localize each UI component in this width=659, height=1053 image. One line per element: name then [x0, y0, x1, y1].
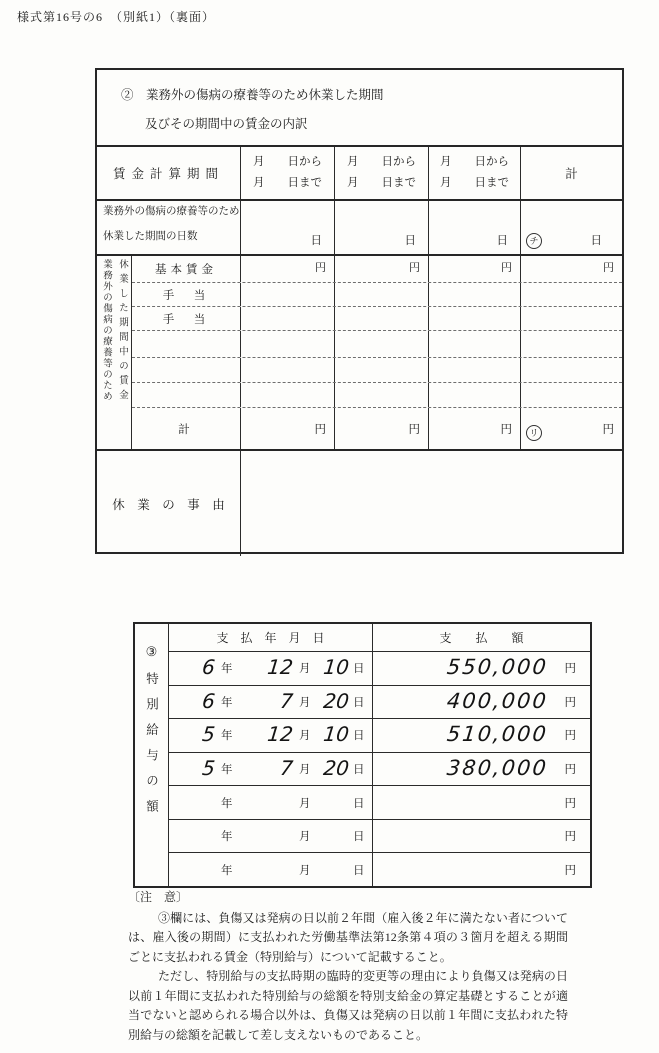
- basic-wage-cell-3: [428, 256, 520, 282]
- payment-date-cell: [169, 753, 372, 786]
- month-unit: 月: [299, 663, 311, 676]
- yen-unit: 円: [315, 262, 326, 274]
- wage-table-header-row: [97, 145, 622, 199]
- allowance2-cell-total: [520, 307, 622, 330]
- period-column-1-header: [240, 147, 334, 199]
- basic-wage-cell-2: [334, 256, 428, 282]
- vertical-label-wages-during-absence: 休業した期間中の賃金: [117, 259, 127, 404]
- notes-paragraph-1: ③欄には、負傷又は発病の日以前２年間（雇入後２年に満たない者については、雇入後の期間）に支払われた労働基準法第12条第４項の３箇月を超える期間ごとに支払われる賃金（特別給与）について記載すること。: [128, 910, 568, 964]
- day-value: 10: [322, 722, 351, 747]
- basic-wage-label: 基本賃金: [155, 264, 217, 276]
- allowance1-cell-2: [334, 283, 428, 306]
- payment-date-cell: [169, 652, 372, 685]
- payment-date-cell: [169, 853, 372, 886]
- day-unit: 日: [404, 235, 416, 247]
- wage-row-blank-3: [132, 383, 622, 408]
- absence-days-row: [97, 199, 622, 254]
- blank2-cell-3: [428, 358, 520, 382]
- year-value: 5: [201, 722, 217, 747]
- payment-amount-cell: [372, 753, 590, 786]
- day-unit: 日: [590, 235, 602, 247]
- payment-amount-cell: [372, 786, 590, 819]
- absence-days-label-line1: 業務外の傷病の療養等のため: [103, 206, 240, 217]
- day-unit: 日: [310, 235, 322, 247]
- wage-row-basic: [132, 256, 622, 283]
- yen-unit: 円: [564, 831, 576, 844]
- blank-label: [132, 331, 240, 357]
- allowance-label: 手 当: [162, 313, 210, 326]
- wage-total-label: 計: [178, 423, 194, 436]
- wage-total-cell-2: [334, 408, 428, 449]
- payment-date-cell: [169, 686, 372, 719]
- amount-value: 510,000: [445, 722, 550, 747]
- month-unit: 月: [299, 696, 311, 709]
- blank-label: [132, 383, 240, 407]
- allowance2-cell-1: [240, 307, 334, 330]
- yen-unit: 円: [602, 423, 614, 436]
- day-value: 20: [322, 756, 351, 781]
- blank2-cell-1: [240, 358, 334, 382]
- month-value: 7: [279, 756, 295, 781]
- days-cell-period2: [334, 201, 428, 254]
- basic-wage-cell-1: [240, 256, 334, 282]
- day-unit: 日: [353, 764, 365, 777]
- wage-row-blank-1: [132, 331, 622, 358]
- yen-unit: 円: [314, 423, 326, 436]
- payment-row-blank: [169, 853, 590, 886]
- notes-section: [128, 888, 568, 1045]
- amount-value: 400,000: [445, 688, 550, 713]
- wage-total-cell-total: [520, 408, 622, 449]
- blank2-cell-total: [520, 358, 622, 382]
- yen-unit: 円: [501, 262, 512, 274]
- days-cell-period3: [428, 201, 520, 254]
- day-value: 10: [322, 655, 351, 680]
- day-value: 20: [322, 688, 351, 713]
- payment-date-cell: [169, 820, 372, 853]
- blank1-cell-1: [240, 331, 334, 357]
- blank3-cell-3: [428, 383, 520, 407]
- year-unit: 年: [221, 696, 233, 709]
- period-column-3-header: [428, 147, 520, 199]
- blank1-cell-total: [520, 331, 622, 357]
- payment-date-cell: [169, 719, 372, 752]
- wage-total-cell-3: [428, 408, 520, 449]
- allowance1-cell-3: [428, 283, 520, 306]
- wage-breakdown-block: [97, 254, 622, 449]
- year-unit: 年: [221, 797, 233, 810]
- yen-unit: 円: [564, 696, 576, 709]
- wage-rows: [132, 256, 622, 449]
- allowance2-cell-2: [334, 307, 428, 330]
- yen-unit: 円: [564, 764, 576, 777]
- yen-unit: 円: [564, 797, 576, 810]
- special-salary-rows: [169, 624, 590, 886]
- payment-amount-header: 支 払 額: [372, 624, 590, 651]
- absence-reason-cell: [240, 451, 622, 556]
- payment-row: [169, 652, 590, 686]
- special-salary-table: [133, 622, 592, 888]
- day-unit: 日: [353, 831, 365, 844]
- payment-amount-cell: [372, 853, 590, 886]
- absence-days-label-line2: 休業した期間の日数: [103, 230, 198, 242]
- yen-unit: 円: [408, 423, 420, 436]
- period3-from: 月 日から: [440, 156, 509, 168]
- payment-date-cell: [169, 786, 372, 819]
- year-value: 6: [201, 655, 217, 680]
- year-unit: 年: [221, 764, 233, 777]
- day-unit: 日: [353, 797, 365, 810]
- section2-title-line1: ② 業務外の傷病の療養等のため休業した期間: [121, 88, 384, 102]
- month-value: 12: [266, 722, 295, 747]
- year-value: 6: [201, 688, 217, 713]
- day-unit: 日: [353, 696, 365, 709]
- payment-row: [169, 719, 590, 753]
- day-unit: 日: [353, 730, 365, 743]
- day-unit: 日: [353, 864, 365, 877]
- month-unit: 月: [299, 730, 311, 743]
- amount-value: 380,000: [445, 756, 550, 781]
- wage-block-vertical-labels: [97, 256, 132, 449]
- period2-to: 月 日まで: [347, 176, 416, 189]
- month-unit: 月: [299, 797, 311, 810]
- yen-unit: 円: [564, 864, 576, 877]
- year-unit: 年: [221, 730, 233, 743]
- yen-unit: 円: [564, 663, 576, 676]
- blank3-cell-1: [240, 383, 334, 407]
- month-value: 12: [266, 655, 295, 680]
- total-column-header: 計: [520, 147, 622, 199]
- day-unit: 日: [353, 663, 365, 676]
- payment-row: [169, 753, 590, 787]
- period1-to: 月 日まで: [253, 176, 322, 189]
- yen-unit: 円: [409, 262, 420, 274]
- section2-title-line2: 及びその期間中の賃金の内訳: [145, 117, 308, 131]
- allowance-label: 手 当: [162, 289, 210, 302]
- form-number-label: 様式第16号の6 （別紙1）（裏面）: [17, 10, 216, 24]
- allowance2-cell-3: [428, 307, 520, 330]
- day-unit: 日: [496, 235, 508, 247]
- period-column-2-header: [334, 147, 428, 199]
- amount-value: 550,000: [445, 655, 550, 680]
- yen-unit: 円: [500, 423, 512, 436]
- special-salary-label-text: 特別給与の額: [144, 672, 159, 825]
- month-unit: 月: [299, 764, 311, 777]
- payment-amount-cell: [372, 820, 590, 853]
- month-unit: 月: [299, 864, 311, 877]
- blank1-cell-3: [428, 331, 520, 357]
- payment-amount-cell: [372, 686, 590, 719]
- wage-period-header: 賃金計算期間: [112, 167, 224, 181]
- special-salary-header-row: [169, 624, 590, 652]
- blank3-cell-2: [334, 383, 428, 407]
- basic-wage-cell-total: [520, 256, 622, 282]
- yen-unit: 円: [603, 262, 614, 274]
- payment-date-header: 支 払 年 月 日: [216, 631, 325, 645]
- section3-number: ③: [145, 644, 158, 659]
- notes-title: 〔注 意〕: [128, 890, 189, 904]
- wage-row-total: [132, 408, 622, 449]
- allowance1-cell-total: [520, 283, 622, 306]
- special-salary-vertical-label: [135, 624, 169, 886]
- payment-row-blank: [169, 820, 590, 854]
- blank-label: [132, 358, 240, 382]
- absence-wage-table: [95, 68, 624, 554]
- year-unit: 年: [221, 831, 233, 844]
- notes-paragraph-2: ただし、特別給与の支払時期の臨時的変更等の理由により負傷又は発病の日以前１年間に支払われた特別給与の総額を特別支給金の算定基礎とすることが適当でないと認められる場合以外は、負傷又は発病の日以前１年間に支払われた特別給与の総額を記載して差し支えないものであること。: [128, 969, 568, 1042]
- blank1-cell-2: [334, 331, 428, 357]
- period1-from: 月 日から: [253, 156, 322, 168]
- year-unit: 年: [221, 663, 233, 676]
- yen-unit: 円: [564, 730, 576, 743]
- blank2-cell-2: [334, 358, 428, 382]
- absence-days-label: [97, 201, 240, 254]
- circled-chi-mark: チ: [526, 233, 542, 249]
- wage-row-allowance-1: [132, 283, 622, 307]
- year-unit: 年: [221, 864, 233, 877]
- absence-reason-row: [97, 449, 622, 556]
- wage-total-cell-1: [240, 408, 334, 449]
- circled-ri-mark: リ: [526, 425, 542, 441]
- wage-row-blank-2: [132, 358, 622, 383]
- payment-row: [169, 686, 590, 720]
- month-value: 7: [279, 688, 295, 713]
- period3-to: 月 日まで: [440, 176, 509, 189]
- month-unit: 月: [299, 831, 311, 844]
- payment-amount-cell: [372, 719, 590, 752]
- wage-row-allowance-2: [132, 307, 622, 331]
- allowance1-cell-1: [240, 283, 334, 306]
- blank3-cell-total: [520, 383, 622, 407]
- payment-row-blank: [169, 786, 590, 820]
- period2-from: 月 日から: [347, 156, 416, 168]
- payment-amount-cell: [372, 652, 590, 685]
- vertical-label-nonwork-injury: 業務外の傷病の療養等のため: [101, 259, 111, 402]
- absence-reason-label: 休 業 の 事 由: [112, 497, 225, 512]
- section2-title: [97, 70, 622, 145]
- year-value: 5: [201, 756, 217, 781]
- days-cell-total: [520, 201, 622, 254]
- days-cell-period1: [240, 201, 334, 254]
